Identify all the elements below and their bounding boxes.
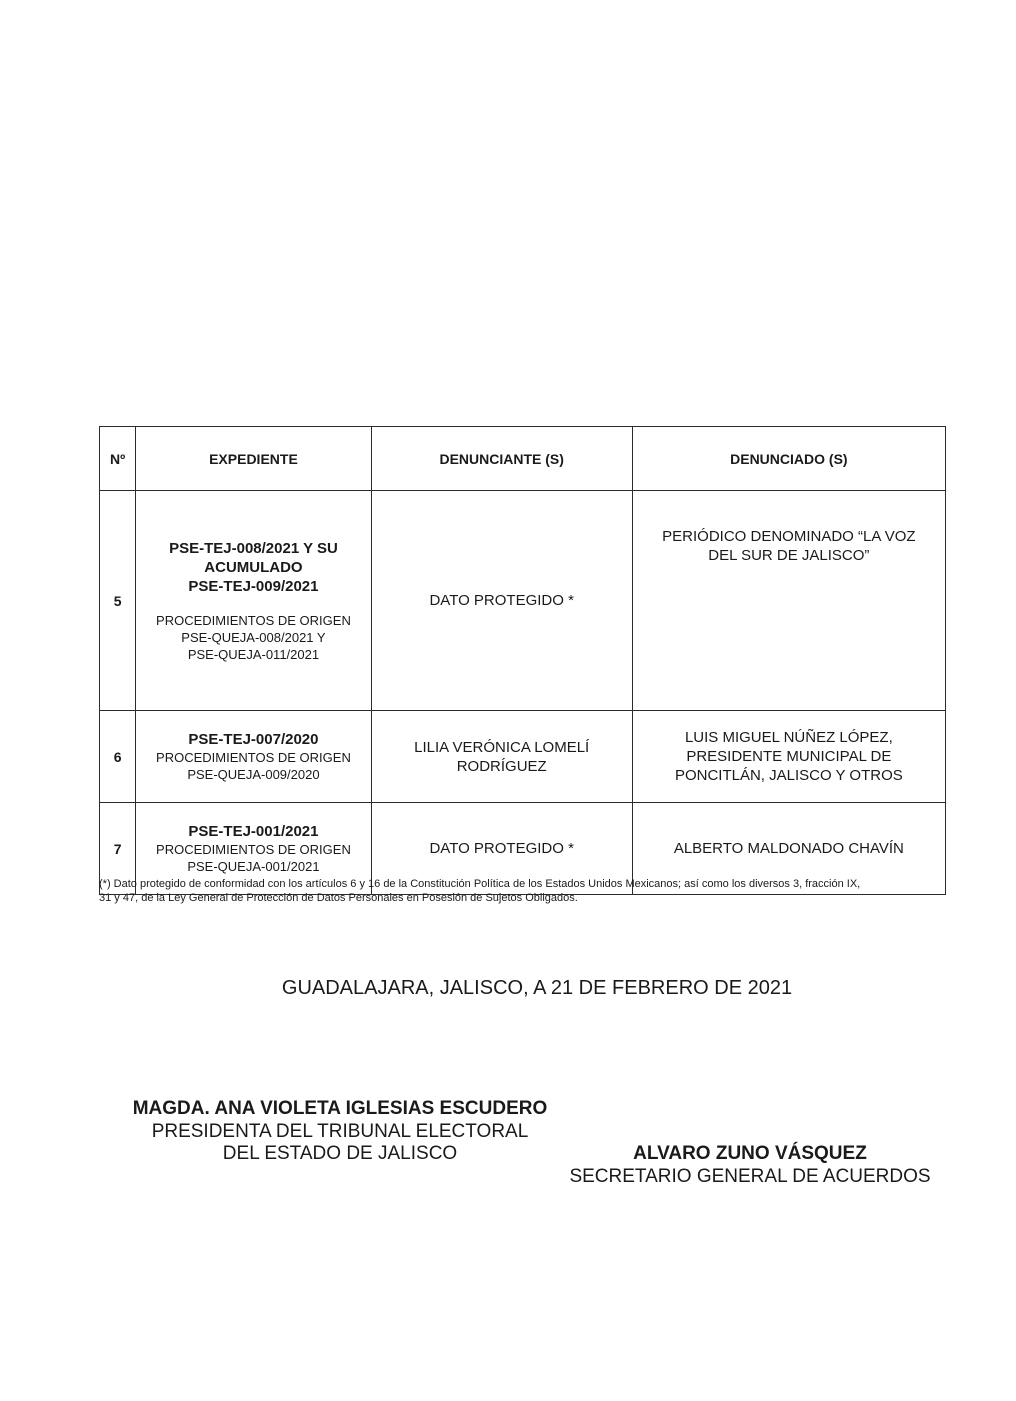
row-number: 7 [100,803,136,895]
expediente-number: PSE-TEJ-007/2020 [188,731,319,748]
signature-block-secretary [540,1142,960,1188]
signer-role: PRESIDENTA DEL TRIBUNAL ELECTORAL [151,1121,529,1142]
header-denunciante: DENUNCIANTE (S) [371,427,632,491]
origin-procedures: PROCEDIMIENTOS DE ORIGEN PSE-QUEJA-009/2020 [156,750,351,782]
header-no: Nº [100,427,136,491]
expediente-number: PSE-TEJ-008/2021 Y SU ACUMULADO PSE-TEJ-009/2021 [169,539,338,595]
denunciado-cell: ALBERTO MALDONADO CHAVÍN [632,803,945,895]
expediente-cell [136,491,371,711]
signer-name: ALVARO ZUNO VÁSQUEZ [633,1143,867,1164]
cases-table [99,426,946,895]
protected-data-footnote: (*) Dato protegido de conformidad con los artículos 6 y 16 de la Constitución Política de los Estados Unidos Mexicanos; así como los diversos 3, fracción IX, 31 y 47, de la Ley General de Protección de Datos Personales en Posesión de Sujetos Obligados. [99,878,861,904]
signer-role: DEL ESTADO DE JALISCO [222,1143,458,1164]
expediente-number: PSE-TEJ-001/2021 [188,823,319,840]
expediente-cell [136,711,371,803]
place-and-date: GUADALAJARA, JALISCO, A 21 DE FEBRERO DE 2021 [281,977,793,999]
signer-name: MAGDA. ANA VIOLETA IGLESIAS ESCUDERO [132,1098,548,1119]
origin-procedures: PROCEDIMIENTOS DE ORIGEN PSE-QUEJA-008/2021 Y PSE-QUEJA-011/2021 [156,612,351,662]
denunciante-cell: DATO PROTEGIDO * [371,803,632,895]
denunciante-cell: LILIA VERÓNICA LOMELÍ RODRÍGUEZ [371,711,632,803]
denunciado-cell: LUIS MIGUEL NÚÑEZ LÓPEZ, PRESIDENTE MUNICIPAL DE PONCITLÁN, JALISCO Y OTROS [632,711,945,803]
denunciado-cell: PERIÓDICO DENOMINADO “LA VOZ DEL SUR DE JALISCO” [632,491,945,711]
header-expediente: EXPEDIENTE [136,427,371,491]
row-number: 6 [100,711,136,803]
header-denunciado: DENUNCIADO (S) [632,427,945,491]
signature-block-president [60,1097,620,1165]
denunciante-cell: DATO PROTEGIDO * [371,491,632,711]
table-row [100,491,946,711]
signer-role: SECRETARIO GENERAL DE ACUERDOS [569,1166,931,1187]
origin-procedures: PROCEDIMIENTOS DE ORIGEN PSE-QUEJA-001/2021 [156,842,351,874]
table-row [100,711,946,803]
row-number: 5 [100,491,136,711]
table-header-row [100,427,946,491]
